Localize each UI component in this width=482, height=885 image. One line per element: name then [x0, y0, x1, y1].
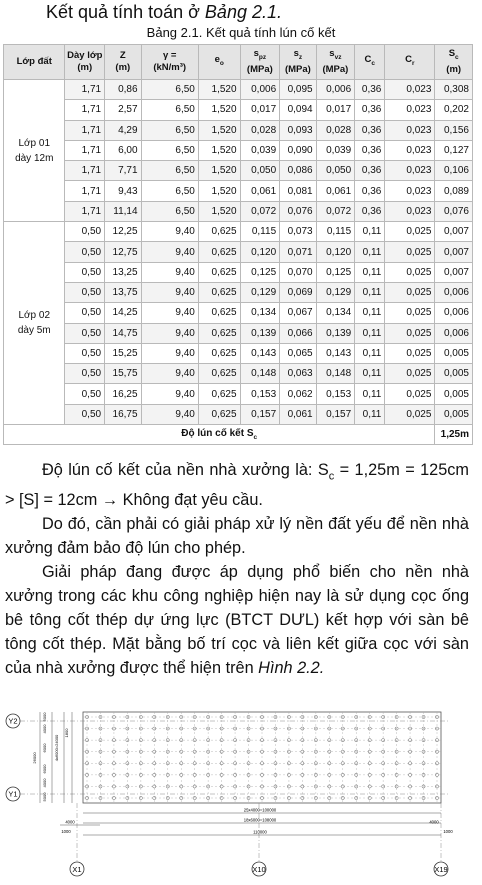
- table-cell: 13,25: [105, 262, 141, 282]
- table-cell: 0,023: [385, 161, 435, 181]
- table-cell: 0,143: [316, 343, 355, 363]
- table-cell: 0,139: [316, 323, 355, 343]
- table-cell: 0,50: [65, 404, 105, 424]
- table-row: [4, 222, 473, 242]
- table-cell: 0,157: [240, 404, 280, 424]
- table-cell: 0,006: [435, 323, 473, 343]
- intro-line: [46, 2, 282, 23]
- table-cell: 0,625: [198, 364, 240, 384]
- table-cell: 0,065: [280, 343, 316, 363]
- table-cell: 0,006: [316, 80, 355, 100]
- dimension-text: 6000: [42, 743, 47, 753]
- table-row: [4, 181, 473, 201]
- table-row: [4, 120, 473, 140]
- dimension-text: 5000: [42, 712, 47, 722]
- dimension-text: 4000: [42, 724, 47, 734]
- table-cell: 1,520: [198, 120, 240, 140]
- table-cell: 0,127: [435, 140, 473, 160]
- table-cell: 0,153: [316, 384, 355, 404]
- table-cell: 14,25: [105, 303, 141, 323]
- table-body: [4, 80, 473, 445]
- table-cell: 6,50: [141, 80, 198, 100]
- table-cell: 11,14: [105, 201, 141, 221]
- table-cell: 13,75: [105, 282, 141, 302]
- table-cell: 9,43: [105, 181, 141, 201]
- table-cell: 0,625: [198, 242, 240, 262]
- dimension-text: 4000: [429, 819, 439, 825]
- table-cell: 9,40: [141, 222, 198, 242]
- table-cell: 0,028: [240, 120, 280, 140]
- column-header: Z (m): [105, 45, 141, 80]
- table-cell: 1,71: [65, 80, 105, 100]
- table-cell: 0,061: [240, 181, 280, 201]
- table-row: [4, 323, 473, 343]
- table-row: [4, 140, 473, 160]
- table-cell: 0,005: [435, 343, 473, 363]
- table-row: [4, 161, 473, 181]
- table-row: [4, 364, 473, 384]
- table-cell: 15,75: [105, 364, 141, 384]
- table-cell: 0,025: [385, 303, 435, 323]
- table-cell: 0,023: [385, 181, 435, 201]
- table-cell: 1,520: [198, 100, 240, 120]
- table-cell: 1,71: [65, 140, 105, 160]
- table-cell: 0,308: [435, 80, 473, 100]
- table-cell: 9,40: [141, 404, 198, 424]
- dimension-text: 1000: [443, 829, 453, 834]
- axis-label: Y1: [8, 789, 18, 799]
- dimension-text: 4000: [65, 819, 75, 825]
- table-cell: 0,11: [355, 242, 385, 262]
- table-cell: 0,061: [280, 404, 316, 424]
- table-cell: 0,86: [105, 80, 141, 100]
- table-cell: 0,005: [435, 384, 473, 404]
- table-row: [4, 343, 473, 363]
- total-row: [4, 425, 473, 445]
- consolidation-settlement-table: [3, 44, 473, 445]
- table-cell: 0,202: [435, 100, 473, 120]
- table-cell: 0,148: [316, 364, 355, 384]
- table-cell: 0,094: [280, 100, 316, 120]
- table-cell: 6,50: [141, 181, 198, 201]
- table-cell: 0,50: [65, 323, 105, 343]
- table-cell: 0,11: [355, 343, 385, 363]
- table-row: [4, 80, 473, 100]
- table-cell: 0,076: [435, 201, 473, 221]
- table-cell: 0,125: [240, 262, 280, 282]
- dimension-text: 6000: [42, 764, 47, 774]
- table-cell: 1,71: [65, 161, 105, 181]
- table-cell: 0,143: [240, 343, 280, 363]
- table-cell: 0,006: [435, 282, 473, 302]
- column-header: $s_{pz}$ (MPa): [240, 45, 280, 80]
- axis-label: X19: [434, 865, 448, 874]
- table-cell: 9,40: [141, 323, 198, 343]
- table-cell: 0,007: [435, 262, 473, 282]
- table-cell: 0,36: [355, 140, 385, 160]
- table-cell: 0,11: [355, 404, 385, 424]
- table-cell: 0,11: [355, 364, 385, 384]
- table-cell: 0,023: [385, 201, 435, 221]
- column-header: $e_o$: [198, 45, 240, 80]
- table-cell: 1,520: [198, 161, 240, 181]
- table-cell: 0,36: [355, 120, 385, 140]
- table-row: [4, 100, 473, 120]
- table-cell: 0,025: [385, 323, 435, 343]
- table-row: [4, 262, 473, 282]
- table-cell: 0,081: [280, 181, 316, 201]
- table-cell: 0,36: [355, 100, 385, 120]
- table-cell: 4,29: [105, 120, 141, 140]
- table-row: [4, 303, 473, 323]
- table-cell: 0,625: [198, 222, 240, 242]
- table-cell: 9,40: [141, 262, 198, 282]
- table-cell: 0,089: [435, 181, 473, 201]
- table-cell: 0,025: [385, 222, 435, 242]
- paragraph-settlement: Độ lún cố kết của nền nhà xưởng là: $S_c = 1,25m = 125cm > [S] = 12cm$ → Không đạt yêu cầu.: [5, 461, 469, 510]
- table-cell: 9,40: [141, 343, 198, 363]
- table-cell: 15,25: [105, 343, 141, 363]
- intro-table-ref: Bảng 2.1.: [204, 2, 282, 22]
- table-cell: 0,157: [316, 404, 355, 424]
- table-cell: 0,36: [355, 201, 385, 221]
- table-cell: 0,134: [240, 303, 280, 323]
- total-label: Độ lún cố kết $S_c$: [4, 425, 435, 445]
- table-cell: 0,069: [280, 282, 316, 302]
- table-cell: 0,50: [65, 303, 105, 323]
- table-cell: 2,57: [105, 100, 141, 120]
- table-cell: 0,071: [280, 242, 316, 262]
- table-cell: 0,115: [240, 222, 280, 242]
- table-cell: 0,36: [355, 181, 385, 201]
- table-cell: 0,50: [65, 262, 105, 282]
- table-cell: 9,40: [141, 282, 198, 302]
- table-cell: 0,50: [65, 242, 105, 262]
- table-cell: 0,156: [435, 120, 473, 140]
- axis-label: X10: [252, 865, 266, 874]
- table-cell: 0,025: [385, 343, 435, 363]
- table-cell: 1,71: [65, 100, 105, 120]
- table-cell: 0,061: [316, 181, 355, 201]
- table-cell: 1,520: [198, 181, 240, 201]
- table-cell: 1,520: [198, 201, 240, 221]
- table-cell: 0,007: [435, 222, 473, 242]
- dimension-text: 1800: [64, 728, 69, 738]
- table-cell: 0,076: [280, 201, 316, 221]
- table-cell: 0,023: [385, 120, 435, 140]
- table-cell: 0,50: [65, 384, 105, 404]
- table-cell: 0,115: [316, 222, 355, 242]
- table-cell: 0,039: [240, 140, 280, 160]
- table-cell: 1,71: [65, 181, 105, 201]
- dimension-text: 4000: [42, 778, 47, 788]
- table-cell: 0,025: [385, 242, 435, 262]
- table-cell: 0,063: [280, 364, 316, 384]
- column-header: γ = (kN/m³): [141, 45, 198, 80]
- table-cell: 0,106: [435, 161, 473, 181]
- table-cell: 0,006: [435, 303, 473, 323]
- table-cell: 0,11: [355, 323, 385, 343]
- table-cell: 0,072: [240, 201, 280, 221]
- table-cell: 0,153: [240, 384, 280, 404]
- total-value: 1,25m: [435, 425, 473, 445]
- table-cell: 0,095: [280, 80, 316, 100]
- table-cell: 0,028: [316, 120, 355, 140]
- table-cell: 0,11: [355, 222, 385, 242]
- column-header: $C_r$: [385, 45, 435, 80]
- axis-label: Y2: [8, 716, 18, 726]
- table-row: [4, 384, 473, 404]
- table-cell: 12,25: [105, 222, 141, 242]
- table-cell: 0,070: [280, 262, 316, 282]
- table-cell: 1,520: [198, 140, 240, 160]
- table-row: [4, 201, 473, 221]
- column-header: $S_c$ (m): [435, 45, 473, 80]
- table-cell: 9,40: [141, 242, 198, 262]
- table-cell: 0,023: [385, 100, 435, 120]
- table-cell: 0,120: [316, 242, 355, 262]
- column-header: $s_{vz}$ (MPa): [316, 45, 355, 80]
- table-cell: 0,090: [280, 140, 316, 160]
- table-cell: 0,039: [316, 140, 355, 160]
- table-cell: 0,006: [240, 80, 280, 100]
- table-cell: 0,36: [355, 161, 385, 181]
- table-cell: 6,00: [105, 140, 141, 160]
- table-cell: 7,71: [105, 161, 141, 181]
- table-cell: 0,067: [280, 303, 316, 323]
- table-cell: 0,50: [65, 222, 105, 242]
- column-header: $C_c$: [355, 45, 385, 80]
- table-cell: 6,50: [141, 100, 198, 120]
- table-cell: 9,40: [141, 364, 198, 384]
- dimension-text: 25x4000=100000: [243, 807, 277, 813]
- table-cell: 0,625: [198, 282, 240, 302]
- table-cell: 0,005: [435, 364, 473, 384]
- table-cell: 0,025: [385, 262, 435, 282]
- table-cell: 0,073: [280, 222, 316, 242]
- table-cell: 0,129: [316, 282, 355, 302]
- table-row: [4, 404, 473, 424]
- table-caption: Bảng 2.1. Kết quả tính lún cố kết: [146, 25, 336, 40]
- table-cell: 6,50: [141, 201, 198, 221]
- table-cell: 0,066: [280, 323, 316, 343]
- intro-text: Kết quả tính toán ở: [46, 2, 205, 22]
- table-cell: 0,007: [435, 242, 473, 262]
- table-cell: 9,40: [141, 384, 198, 404]
- table-row: [4, 282, 473, 302]
- table-cell: 0,025: [385, 384, 435, 404]
- dimension-text: 26000: [32, 752, 37, 764]
- table-cell: 0,017: [316, 100, 355, 120]
- dimension-text: 1000: [61, 829, 71, 834]
- table-cell: 0,50: [65, 282, 105, 302]
- table-cell: 0,005: [435, 404, 473, 424]
- axis-label: X1: [72, 865, 82, 874]
- body-text: [5, 458, 469, 680]
- dimension-text: 5000: [42, 792, 47, 802]
- table-cell: 0,050: [240, 161, 280, 181]
- table-cell: 0,062: [280, 384, 316, 404]
- table-cell: 1,71: [65, 201, 105, 221]
- dimension-text: 18x6000=108000: [243, 817, 277, 823]
- dimension-text: 110000: [253, 829, 267, 835]
- table-cell: 6,50: [141, 161, 198, 181]
- table-cell: 0,11: [355, 262, 385, 282]
- table-cell: 0,625: [198, 303, 240, 323]
- soil-layer-label: Lớp 01 dày 12m: [4, 80, 65, 222]
- pile-layout-plan-drawing: [0, 703, 482, 883]
- column-header: Dày lớp (m): [65, 45, 105, 80]
- table-cell: 0,025: [385, 404, 435, 424]
- table-cell: 0,025: [385, 282, 435, 302]
- paragraph-solution: Giải pháp đang được áp dụng phổ biến cho nền nhà xưởng trong các khu công nghiệp hiện nay là sử dụng cọc ống bê tông cốt thép dự ứng lực (BTCT DƯL) kết hợp với sàn bê tông cốt thép. Mặt bằng bố trí cọc và liên kết giữa cọc với sàn của nhà xưởng được thể hiện trên Hình 2.2.: [5, 563, 469, 678]
- table-cell: 0,139: [240, 323, 280, 343]
- table-cell: 0,50: [65, 343, 105, 363]
- table-cell: 0,072: [316, 201, 355, 221]
- table-cell: 6,50: [141, 120, 198, 140]
- table-cell: 0,125: [316, 262, 355, 282]
- table-cell: 16,25: [105, 384, 141, 404]
- table-cell: 1,520: [198, 80, 240, 100]
- table-cell: 0,625: [198, 262, 240, 282]
- table-cell: 0,11: [355, 384, 385, 404]
- table-cell: 0,11: [355, 303, 385, 323]
- table-cell: 0,023: [385, 80, 435, 100]
- column-header: Lớp đất: [4, 45, 65, 80]
- table-cell: 0,11: [355, 282, 385, 302]
- table-cell: 0,050: [316, 161, 355, 181]
- table-cell: 16,75: [105, 404, 141, 424]
- table-cell: 0,129: [240, 282, 280, 302]
- paragraph-solution-need: Do đó, cần phải có giải pháp xử lý nền đất yếu để nền nhà xưởng đảm bảo độ lún cho phép.: [5, 515, 469, 558]
- table-row: [4, 242, 473, 262]
- table-cell: 0,120: [240, 242, 280, 262]
- column-header: $s_z$ (MPa): [280, 45, 316, 80]
- table-cell: 9,40: [141, 303, 198, 323]
- table-cell: 0,025: [385, 364, 435, 384]
- table-cell: 0,625: [198, 384, 240, 404]
- table-cell: 0,625: [198, 343, 240, 363]
- table-cell: 0,625: [198, 404, 240, 424]
- table-cell: 0,017: [240, 100, 280, 120]
- dimension-text: 4x6000=24000: [54, 734, 59, 762]
- table-cell: 0,134: [316, 303, 355, 323]
- table-cell: 12,75: [105, 242, 141, 262]
- table-header-row: [4, 45, 473, 80]
- table-cell: 0,50: [65, 364, 105, 384]
- table-cell: 6,50: [141, 140, 198, 160]
- table-cell: 0,148: [240, 364, 280, 384]
- table-cell: 0,36: [355, 80, 385, 100]
- table-cell: 1,71: [65, 120, 105, 140]
- table-cell: 14,75: [105, 323, 141, 343]
- soil-layer-label: Lớp 02 dày 5m: [4, 222, 65, 425]
- table-cell: 0,023: [385, 140, 435, 160]
- table-cell: 0,625: [198, 323, 240, 343]
- table-cell: 0,093: [280, 120, 316, 140]
- table-cell: 0,086: [280, 161, 316, 181]
